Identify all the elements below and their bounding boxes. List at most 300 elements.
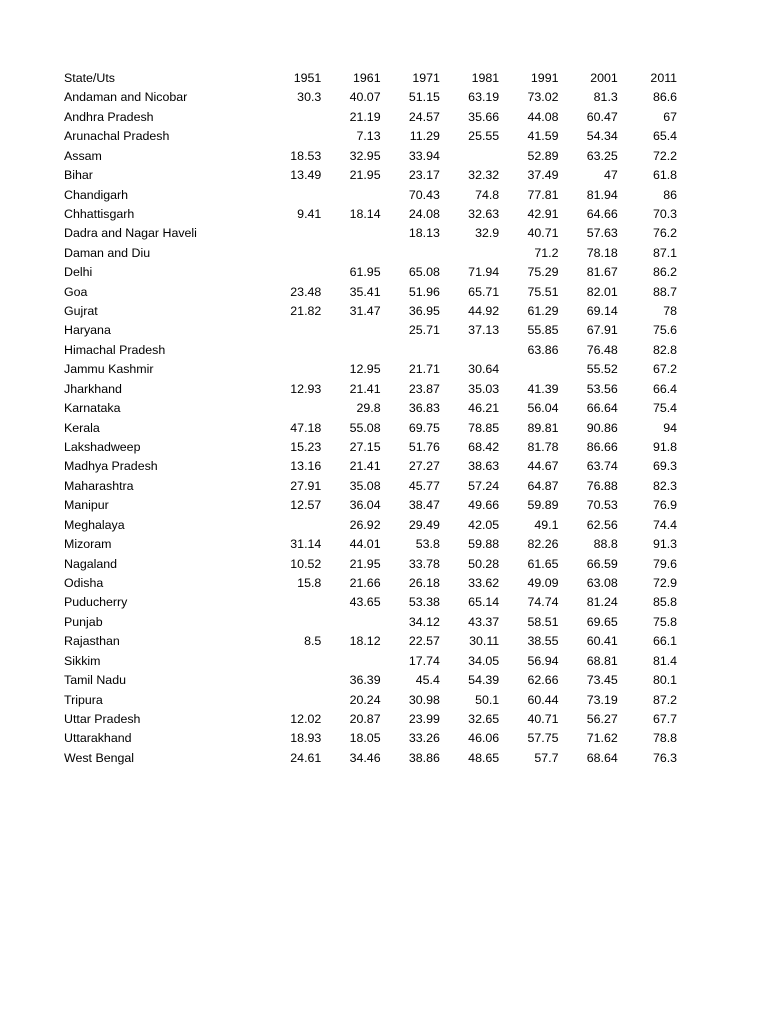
value-cell: 45.77: [408, 478, 440, 493]
value-cell: 31.14: [290, 537, 322, 552]
value-cell: 32.63: [468, 206, 500, 221]
value-cell: 68.64: [586, 750, 618, 765]
value-cell: 33.94: [408, 148, 440, 163]
value-cell: 80.1: [652, 673, 678, 688]
value-cell: 69.75: [408, 420, 440, 435]
value-cell: [262, 652, 321, 671]
value-cell: 36.83: [408, 401, 440, 416]
value-cell: 18.13: [408, 226, 440, 241]
value-cell: 51.76: [408, 440, 440, 455]
value-cell: 40.07: [349, 90, 381, 105]
value-cell: 36.04: [349, 498, 381, 513]
state-name-cell: Jharkhand: [64, 381, 122, 396]
value-cell: 62.66: [527, 673, 559, 688]
value-cell: 81.24: [586, 595, 618, 610]
value-cell: 44.67: [527, 459, 559, 474]
table-row: [62, 632, 677, 651]
value-cell: 76.2: [652, 226, 678, 241]
value-cell: 52.89: [527, 148, 559, 163]
value-cell: 86: [663, 187, 678, 202]
value-cell: 40.71: [527, 226, 559, 241]
value-cell: 64.66: [586, 206, 618, 221]
value-cell: 47: [603, 168, 618, 183]
value-cell: [321, 652, 380, 671]
value-cell: [381, 341, 440, 360]
value-cell: 71.2: [534, 245, 559, 260]
value-cell: 65.08: [408, 265, 440, 280]
value-cell: 77.81: [527, 187, 559, 202]
value-cell: 35.66: [468, 109, 500, 124]
value-cell: 21.19: [349, 109, 381, 124]
value-cell: 43.65: [349, 595, 381, 610]
value-cell: [262, 593, 321, 612]
value-cell: 30.64: [468, 362, 500, 377]
value-cell: 87.1: [652, 245, 678, 260]
value-cell: 25.71: [408, 323, 440, 338]
value-cell: 20.24: [349, 692, 381, 707]
value-cell: 61.65: [527, 556, 559, 571]
state-name-cell: Tripura: [64, 692, 103, 707]
value-cell: [262, 244, 321, 263]
value-cell: 70.3: [652, 206, 678, 221]
value-cell: 72.2: [652, 148, 678, 163]
value-cell: 48.65: [468, 750, 500, 765]
state-name-cell: Dadra and Nagar Haveli: [64, 226, 197, 241]
value-cell: 71.62: [586, 731, 618, 746]
value-cell: 90.86: [586, 420, 618, 435]
value-cell: 34.05: [468, 653, 500, 668]
value-cell: 34.46: [349, 750, 381, 765]
state-name-cell: Bihar: [64, 168, 93, 183]
value-cell: 41.59: [527, 129, 559, 144]
value-cell: 21.95: [349, 556, 381, 571]
value-cell: [381, 244, 440, 263]
value-cell: 63.86: [527, 342, 559, 357]
value-cell: [321, 321, 380, 340]
state-name-cell: Daman and Diu: [64, 245, 151, 260]
value-cell: 23.48: [290, 284, 322, 299]
value-cell: 27.15: [349, 440, 381, 455]
value-cell: 32.95: [349, 148, 381, 163]
value-cell: [262, 224, 321, 243]
value-cell: 63.19: [468, 90, 500, 105]
value-cell: 12.95: [349, 362, 381, 377]
state-name-cell: Uttar Pradesh: [64, 711, 141, 726]
value-cell: 55.52: [586, 362, 618, 377]
value-cell: 65.14: [468, 595, 500, 610]
table-row: [62, 749, 677, 768]
value-cell: 33.26: [408, 731, 440, 746]
state-name-cell: Lakshadweep: [64, 440, 141, 455]
value-cell: 18.53: [290, 148, 322, 163]
value-cell: 91.3: [652, 537, 678, 552]
table-row: [62, 302, 677, 321]
value-cell: 51.96: [408, 284, 440, 299]
value-cell: [262, 360, 321, 379]
state-name-cell: Sikkim: [64, 653, 101, 668]
value-cell: 62.56: [586, 517, 618, 532]
value-cell: 68.81: [586, 653, 618, 668]
table-row: [62, 477, 677, 496]
value-cell: 73.02: [527, 90, 559, 105]
value-cell: 21.66: [349, 575, 381, 590]
value-cell: 70.53: [586, 498, 618, 513]
value-cell: 69.65: [586, 614, 618, 629]
value-cell: 54.34: [586, 129, 618, 144]
value-cell: 46.06: [468, 731, 500, 746]
value-cell: 76.48: [586, 342, 618, 357]
table-row: [62, 691, 677, 710]
state-name-cell: Puducherry: [64, 595, 128, 610]
table-row: [62, 263, 677, 282]
value-cell: 50.28: [468, 556, 500, 571]
value-cell: [321, 224, 380, 243]
column-header-state: State/Uts: [64, 71, 115, 85]
value-cell: 70.43: [408, 187, 440, 202]
value-cell: 51.15: [408, 90, 440, 105]
value-cell: 18.05: [349, 731, 381, 746]
value-cell: 72.9: [652, 575, 678, 590]
state-name-cell: Goa: [64, 284, 88, 299]
value-cell: 38.86: [408, 750, 440, 765]
value-cell: 85.8: [652, 595, 678, 610]
value-cell: 32.65: [468, 711, 500, 726]
table-row: [62, 419, 677, 438]
value-cell: [262, 321, 321, 340]
value-cell: [321, 186, 380, 205]
value-cell: 82.8: [652, 342, 678, 357]
value-cell: 86.6: [652, 90, 678, 105]
value-cell: 20.87: [349, 711, 381, 726]
table-row: [62, 399, 677, 418]
value-cell: [321, 244, 380, 263]
table-row: [62, 555, 677, 574]
value-cell: 30.11: [469, 634, 500, 649]
value-cell: 53.38: [408, 595, 440, 610]
table-row: [62, 496, 677, 515]
value-cell: 63.08: [586, 575, 618, 590]
value-cell: 47.18: [290, 420, 322, 435]
value-cell: 15.23: [290, 440, 322, 455]
value-cell: 50.1: [475, 692, 500, 707]
value-cell: 81.3: [593, 90, 618, 105]
value-cell: 38.55: [527, 634, 559, 649]
value-cell: [262, 671, 321, 690]
value-cell: 42.05: [468, 517, 500, 532]
value-cell: 75.4: [652, 401, 678, 416]
value-cell: 25.55: [468, 129, 500, 144]
value-cell: 56.27: [586, 711, 618, 726]
value-cell: 46.21: [468, 401, 500, 416]
state-name-cell: Karnataka: [64, 401, 121, 416]
table-row: [62, 127, 677, 146]
value-cell: 76.3: [652, 750, 678, 765]
value-cell: 11.29: [409, 129, 440, 144]
table-row: [62, 652, 677, 671]
column-header-year: 1981: [471, 71, 500, 85]
value-cell: 60.41: [586, 634, 618, 649]
state-name-cell: Tamil Nadu: [64, 673, 126, 688]
value-cell: 56.94: [527, 653, 559, 668]
value-cell: [262, 186, 321, 205]
value-cell: [440, 341, 499, 360]
table-row: [62, 593, 677, 612]
state-name-cell: Kerala: [64, 420, 100, 435]
value-cell: 82.3: [652, 478, 678, 493]
table-row: [62, 186, 677, 205]
value-cell: 13.16: [290, 459, 322, 474]
value-cell: 44.08: [527, 109, 559, 124]
value-cell: 55.85: [527, 323, 559, 338]
value-cell: 21.41: [349, 381, 381, 396]
value-cell: 24.61: [290, 750, 322, 765]
value-cell: 63.25: [586, 148, 618, 163]
table-row: [62, 166, 677, 185]
value-cell: 61.8: [652, 168, 678, 183]
column-header-year: 2001: [590, 71, 618, 85]
value-cell: 7.13: [356, 129, 381, 144]
value-cell: [499, 360, 558, 379]
state-name-cell: Mizoram: [64, 537, 112, 552]
value-cell: 24.57: [408, 109, 440, 124]
value-cell: 49.1: [534, 517, 559, 532]
value-cell: 35.08: [349, 478, 381, 493]
value-cell: 36.95: [408, 304, 440, 319]
table-row: [62, 516, 677, 535]
value-cell: [321, 341, 380, 360]
value-cell: 59.88: [468, 537, 500, 552]
value-cell: 32.9: [475, 226, 500, 241]
value-cell: 81.94: [586, 187, 618, 202]
value-cell: 78.18: [586, 245, 618, 260]
value-cell: [262, 691, 321, 710]
state-name-cell: Maharashtra: [64, 478, 134, 493]
value-cell: 81.78: [527, 440, 559, 455]
value-cell: 78.85: [468, 420, 500, 435]
value-cell: [262, 341, 321, 360]
value-cell: 88.7: [652, 284, 678, 299]
value-cell: 35.03: [468, 381, 500, 396]
literacy-rate-table: [62, 69, 677, 768]
value-cell: 75.6: [652, 323, 678, 338]
value-cell: 88.8: [593, 537, 618, 552]
value-cell: 44.92: [468, 304, 500, 319]
value-cell: 38.63: [468, 459, 500, 474]
value-cell: 56.04: [527, 401, 559, 416]
state-name-cell: Meghalaya: [64, 517, 125, 532]
value-cell: 64.87: [527, 478, 559, 493]
table-row: [62, 671, 677, 690]
value-cell: 91.8: [652, 440, 678, 455]
value-cell: 30.3: [297, 90, 322, 105]
value-cell: 65.71: [468, 284, 500, 299]
value-cell: 75.51: [527, 284, 559, 299]
value-cell: 26.92: [349, 517, 381, 532]
state-name-cell: West Bengal: [64, 750, 135, 765]
value-cell: 67.2: [652, 362, 678, 377]
value-cell: 23.99: [408, 711, 440, 726]
value-cell: [321, 613, 380, 632]
value-cell: 13.49: [290, 168, 322, 183]
value-cell: 61.95: [349, 265, 381, 280]
value-cell: 57.63: [586, 226, 618, 241]
value-cell: 82.26: [527, 537, 559, 552]
value-cell: 79.6: [652, 556, 678, 571]
state-name-cell: Himachal Pradesh: [64, 342, 166, 357]
value-cell: 18.12: [349, 634, 381, 649]
state-name-cell: Andhra Pradesh: [64, 109, 154, 124]
value-cell: 30.98: [408, 692, 440, 707]
table-row: [62, 360, 677, 379]
state-name-cell: Andaman and Nicobar: [64, 90, 188, 105]
table-row: [62, 380, 677, 399]
value-cell: 44.01: [349, 537, 381, 552]
value-cell: 94: [663, 420, 678, 435]
value-cell: 65.4: [652, 129, 678, 144]
value-cell: 12.57: [290, 498, 322, 513]
value-cell: 31.47: [349, 304, 381, 319]
value-cell: 57.75: [527, 731, 559, 746]
table-row: [62, 613, 677, 632]
value-cell: 74.4: [652, 517, 678, 532]
value-cell: 8.5: [304, 634, 322, 649]
value-cell: 21.41: [349, 459, 381, 474]
value-cell: [262, 108, 321, 127]
state-name-cell: Punjab: [64, 614, 103, 629]
value-cell: 74.8: [475, 187, 500, 202]
value-cell: [262, 263, 321, 282]
value-cell: 42.91: [527, 206, 559, 221]
value-cell: 37.49: [527, 168, 559, 183]
value-cell: 15.8: [297, 575, 322, 590]
value-cell: 26.18: [408, 575, 440, 590]
value-cell: 49.66: [468, 498, 500, 513]
column-header-year: 1951: [293, 71, 322, 85]
value-cell: 71.94: [468, 265, 500, 280]
value-cell: 61.29: [527, 304, 559, 319]
table-row: [62, 283, 677, 302]
state-name-cell: Assam: [64, 148, 102, 163]
value-cell: 23.17: [408, 168, 440, 183]
table-row: [62, 574, 677, 593]
value-cell: 22.57: [408, 634, 440, 649]
value-cell: 66.64: [586, 401, 618, 416]
value-cell: 86.2: [652, 265, 678, 280]
table-row: [62, 224, 677, 243]
value-cell: 86.66: [586, 440, 618, 455]
value-cell: 10.52: [290, 556, 322, 571]
value-cell: 21.82: [290, 304, 322, 319]
state-name-cell: Chhattisgarh: [64, 206, 135, 221]
value-cell: 67.91: [586, 323, 618, 338]
table-row: [62, 341, 677, 360]
value-cell: 59.89: [527, 498, 559, 513]
value-cell: 78.8: [652, 731, 678, 746]
value-cell: 32.32: [468, 168, 500, 183]
state-name-cell: Arunachal Pradesh: [64, 129, 170, 144]
table-row: [62, 205, 677, 224]
table-row: [62, 88, 677, 107]
state-name-cell: Chandigarh: [64, 187, 129, 202]
value-cell: 78: [663, 304, 678, 319]
state-name-cell: Rajasthan: [64, 634, 120, 649]
value-cell: 43.37: [468, 614, 500, 629]
value-cell: 41.39: [527, 381, 559, 396]
value-cell: 21.95: [349, 168, 381, 183]
column-header-year: 1991: [530, 71, 559, 85]
value-cell: 81.4: [652, 653, 678, 668]
table-row: [62, 108, 677, 127]
value-cell: 87.2: [652, 692, 678, 707]
state-name-cell: Manipur: [64, 498, 109, 513]
value-cell: 54.39: [468, 673, 500, 688]
column-header-year: 1971: [412, 71, 440, 85]
value-cell: 66.4: [652, 381, 678, 396]
value-cell: 81.67: [586, 265, 618, 280]
state-name-cell: Delhi: [64, 265, 93, 280]
value-cell: 21.71: [408, 362, 440, 377]
state-name-cell: Odisha: [64, 575, 104, 590]
value-cell: 67: [663, 109, 678, 124]
value-cell: [262, 127, 321, 146]
state-name-cell: Madhya Pradesh: [64, 459, 158, 474]
table-header-row: [62, 69, 677, 88]
value-cell: [262, 613, 321, 632]
value-cell: 73.19: [586, 692, 618, 707]
value-cell: 66.59: [586, 556, 618, 571]
value-cell: 69.3: [652, 459, 678, 474]
state-name-cell: Haryana: [64, 323, 111, 338]
table-row: [62, 147, 677, 166]
value-cell: 60.44: [527, 692, 559, 707]
value-cell: 49.09: [527, 575, 559, 590]
value-cell: 55.08: [349, 420, 381, 435]
value-cell: 33.62: [468, 575, 500, 590]
value-cell: 40.71: [527, 711, 559, 726]
value-cell: 27.91: [290, 478, 322, 493]
value-cell: [262, 399, 321, 418]
value-cell: 24.08: [408, 206, 440, 221]
value-cell: 36.39: [349, 673, 381, 688]
value-cell: 23.87: [408, 381, 440, 396]
value-cell: 34.12: [408, 614, 440, 629]
value-cell: [440, 147, 499, 166]
value-cell: 57.7: [534, 750, 559, 765]
value-cell: 18.14: [349, 206, 381, 221]
state-name-cell: Gujrat: [64, 304, 98, 319]
value-cell: [440, 244, 499, 263]
column-header-year: 2011: [650, 71, 678, 85]
value-cell: 76.9: [652, 498, 678, 513]
table-row: [62, 729, 677, 748]
value-cell: 63.74: [586, 459, 618, 474]
value-cell: 17.74: [408, 653, 440, 668]
table-row: [62, 244, 677, 263]
value-cell: 75.29: [527, 265, 559, 280]
state-name-cell: Jammu Kashmir: [64, 362, 154, 377]
table-row: [62, 535, 677, 554]
value-cell: 76.88: [586, 478, 618, 493]
value-cell: 75.8: [652, 614, 678, 629]
value-cell: 29.49: [408, 517, 440, 532]
value-cell: 12.93: [290, 381, 322, 396]
value-cell: 69.14: [586, 304, 618, 319]
value-cell: 27.27: [408, 459, 440, 474]
value-cell: 82.01: [586, 284, 618, 299]
value-cell: 35.41: [349, 284, 381, 299]
value-cell: 57.24: [468, 478, 500, 493]
table-row: [62, 321, 677, 340]
